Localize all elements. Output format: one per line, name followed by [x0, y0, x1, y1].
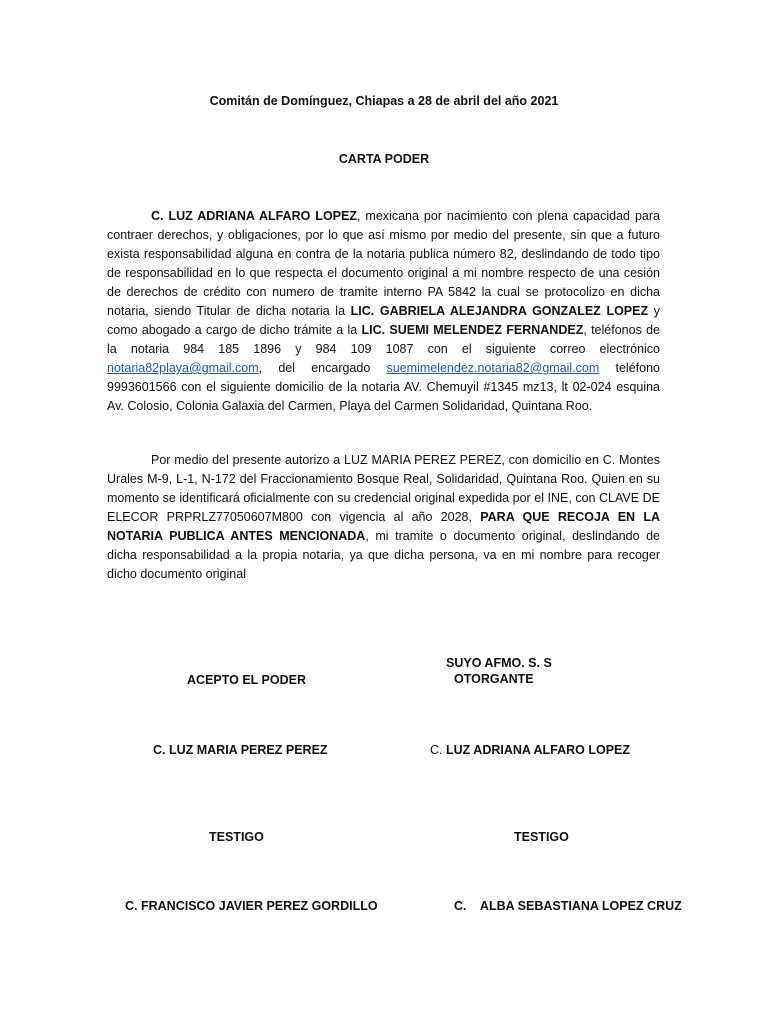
pickup-authorization: PARA QUE RECOJA EN LA NOTARIA PUBLICA ANTES MENCIONADA: [107, 510, 660, 543]
witness-left-name: C. FRANCISCO JAVIER PEREZ GORDILLO: [125, 899, 378, 913]
witness-label-right: TESTIGO: [514, 830, 569, 844]
otorgante-label: OTORGANTE: [454, 672, 534, 686]
witness-right-name: C. ALBA SEBASTIANA LOPEZ CRUZ: [454, 899, 682, 913]
grantor-signature: C. LUZ ADRIANA ALFARO LOPEZ: [430, 743, 630, 757]
suyo-label: SUYO AFMO. S. S: [446, 656, 552, 670]
document-title: CARTA PODER: [338, 152, 430, 166]
email-link-notary[interactable]: notaria82playa@gmail.com: [107, 361, 259, 375]
paragraph-2: Por medio del presente autorizo a LUZ MARIA PEREZ PEREZ, con domicilio en C. Montes Urales M-9, L-1, N-172 del Fraccionamiento Bosque Real, Solidaridad, Quintana Roo. Quien en su momento se identificará oficialmente con su credencial original expedida por el INE, con CLAVE DE ELECOR PRPRLZ77050607M800 con vigencia al año 2028, PARA QUE RECOJA EN LA NOTARIA PUBLICA ANTES MENCIONADA, mi tramite o documento original, deslindando de dicha responsabilidad a la propia notaria, ya que dicha persona, va en mi nombre para recoger dicho documento original: [107, 453, 660, 581]
grantor-name: C. LUZ ADRIANA ALFARO LOPEZ: [151, 209, 357, 223]
place-date: Comitán de Domínguez, Chiapas a 28 de abril del año 2021: [209, 94, 559, 108]
paragraph-1: C. LUZ ADRIANA ALFARO LOPEZ, mexicana por nacimiento con plena capacidad para contraer derechos, y obligaciones, por lo que así mismo por medio del presente, sin que a futuro exista responsabilidad alguna en contra de la notaria publica número 82, deslindando de todo tipo de responsabilidad en lo que respecta el documento original a mi nombre respecto de una cesión de derechos de crédito con numero de tramite interno PA 5842 la cual se protocolizo en dicha notaria, siendo Titular de dicha notaria la LIC. GABRIELA ALEJANDRA GONZALEZ LOPEZ y como abogado a cargo de dicho trámite a la LIC. SUEMI MELENDEZ FERNANDEZ, teléfonos de la notaria 984 185 1896 y 984 109 1087 con el siguiente correo electrónico notaria82playa@gmail.com, del encargado suemimelendez.notaria82@gmail.com teléfono 9993601566 con el siguiente domicilio de la notaria AV. Chemuyil #1345 mz13, lt 02-024 esquina Av. Colosio, Colonia Galaxia del Carmen, Playa del Carmen Solidaridad, Quintana Roo.: [107, 209, 660, 413]
notary-name: LIC. GABRIELA ALEJANDRA GONZALEZ LOPEZ: [350, 304, 649, 318]
attorney-name: C. LUZ MARIA PEREZ PEREZ: [153, 743, 328, 757]
lawyer-name: LIC. SUEMI MELENDEZ FERNANDEZ: [361, 323, 584, 337]
acepto-label: ACEPTO EL PODER: [187, 673, 307, 687]
email-link-lawyer[interactable]: suemimelendez.notaria82@gmail.com: [386, 361, 600, 375]
witness-label-left: TESTIGO: [209, 830, 264, 844]
